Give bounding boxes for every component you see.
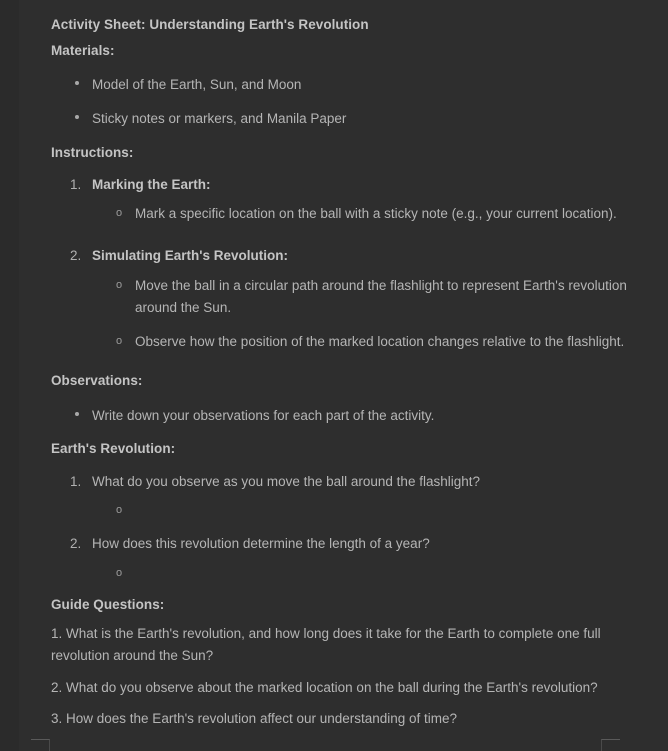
list-item-text: Write down your observations for each part of the activity. [92, 407, 435, 423]
instruction-step [51, 239, 652, 366]
instructions-heading: Instructions: [51, 144, 134, 160]
sub-list-item [92, 269, 652, 325]
observations-heading: Observations: [51, 373, 143, 389]
answer-area [92, 492, 652, 521]
sub-list [92, 195, 652, 233]
instructions-list [51, 166, 652, 369]
list-item-text: Sticky notes or markers, and Manila Paper [92, 111, 347, 127]
sub-list [92, 555, 652, 584]
list-number [70, 533, 92, 555]
observations-list [51, 395, 652, 437]
sub-list [92, 492, 652, 521]
list-number [70, 245, 92, 267]
sub-list-item-text: Mark a specific location on the ball with a sticky note (e.g., your current location). [135, 206, 617, 222]
list-item-text: Model of the Earth, Sun, and Moon [92, 77, 302, 93]
document-body [51, 0, 652, 735]
list-number [70, 471, 92, 493]
list-number [70, 174, 92, 196]
answer-line[interactable] [92, 494, 652, 519]
list-item [51, 68, 652, 102]
guide-questions-heading: Guide Questions: [51, 596, 165, 612]
materials-list [51, 64, 652, 139]
answer-line[interactable] [92, 557, 652, 582]
guide-question-paragraph: 1. What is the Earth's revolution, and how long does it take for the Earth to complete one full revolution around the Sun? [51, 625, 601, 663]
question-item [51, 527, 652, 590]
crop-corner-bracket-left [31, 739, 50, 751]
earths-revolution-heading: Earth's Revolution: [51, 441, 176, 457]
instruction-substeps [92, 267, 652, 361]
crop-corner-bracket-right [601, 739, 620, 751]
circle-marker-icon: o [116, 334, 123, 347]
list-item [51, 399, 652, 433]
circle-marker-icon: o [116, 278, 123, 291]
sub-list-item-text: Move the ball in a circular path around the flashlight to represent Earth's revolution around the Sun. [135, 277, 627, 315]
sub-list [92, 267, 652, 361]
instruction-substeps [92, 195, 652, 233]
circle-marker-icon: o [116, 504, 123, 517]
instruction-step-title: Simulating Earth's Revolution: [92, 248, 288, 264]
sub-list-item [92, 325, 652, 359]
left-gutter [0, 0, 19, 751]
materials-heading: Materials: [51, 43, 115, 59]
answer-area [92, 555, 652, 584]
question-item [51, 465, 652, 528]
sub-list-item-text: Observe how the position of the marked location changes relative to the flashlight. [135, 333, 625, 349]
page-title: Activity Sheet: Understanding Earth's Revolution [51, 17, 369, 32]
list-item [51, 102, 652, 136]
guide-question-paragraph: 3. How does the Earth's revolution affect our understanding of time? [51, 711, 458, 727]
instruction-step-title: Marking the Earth: [92, 176, 211, 192]
question-text: How does this revolution determine the length of a year? [92, 536, 430, 552]
earths-revolution-question-list [51, 463, 652, 592]
guide-question-paragraph: 2. What do you observe about the marked location on the ball during the Earth's revolution? [51, 679, 598, 695]
circle-marker-icon: o [116, 566, 123, 579]
question-text: What do you observe as you move the ball around the flashlight? [92, 473, 480, 489]
sub-list-item [92, 197, 652, 231]
instruction-step [51, 168, 652, 239]
circle-marker-icon: o [116, 207, 123, 220]
